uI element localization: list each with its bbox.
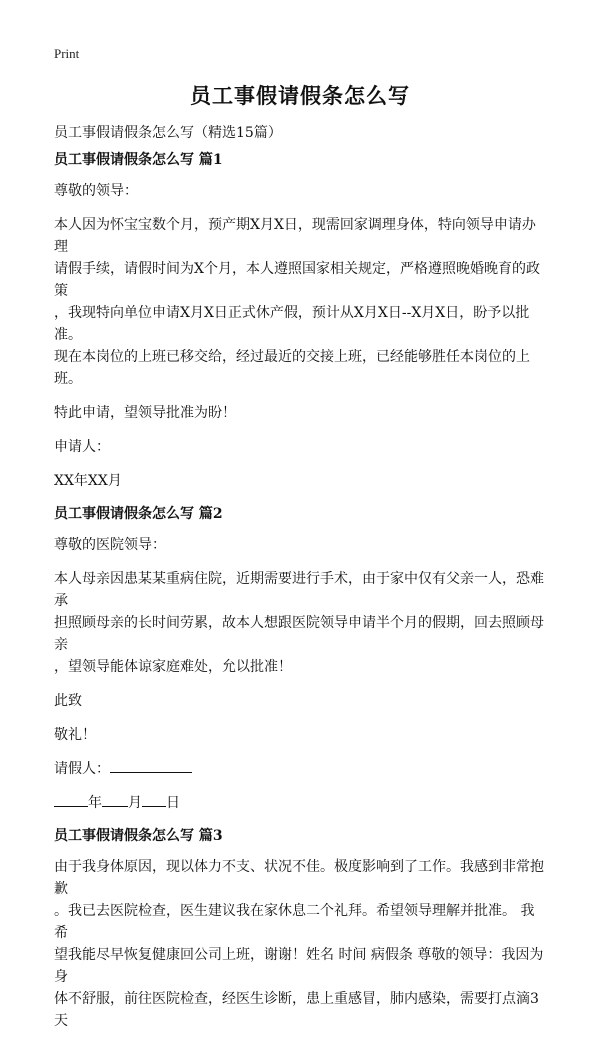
section-1-line-1: 本人因为怀宝宝数个月，预产期X月X日，现需回家调理身体，特向领导申请办理 [54,217,536,255]
print-link[interactable]: Print [54,46,80,61]
document-content [54,150,548,1044]
date-year-label: 年 [88,795,102,811]
section-2-line-2: 担照顾母亲的长时间劳累，故本人想跟医院领导申请半个月的假期，回去照顾母亲 [54,615,544,653]
section-1-body [54,214,548,390]
section-1-closing: 特此申请，望领导批准为盼！ [54,405,236,421]
section-2-heading: 员工事假请假条怎么写 篇2 [54,506,223,522]
section-3-body [54,856,548,1032]
section-3-line-3: 望我能尽早恢复健康回公司上班，谢谢！姓名 时间 病假条 尊敬的领导：我因为身 [54,947,544,985]
date-day-label: 日 [166,795,180,811]
document-title: 员工事假请假条怎么写 [190,83,410,108]
section-2-date-line [54,792,548,814]
section-3-line-2: 。我已去医院检查，医生建议我在家休息二个礼拜。希望领导理解并批准。 我希 [54,903,535,941]
section-1-line-3: ，我现特向单位申请X月X日正式休产假，预计从X月X日--X月X日，盼予以批准。 [54,305,530,343]
section-2-line-1: 本人母亲因患某某重病住院，近期需要进行手术，由于家中仅有父亲一人，恐难承 [54,571,544,609]
date-month-label: 月 [128,795,142,811]
section-2-greeting: 尊敬的医院领导： [54,537,166,553]
year-blank [54,792,88,807]
section-3-heading: 员工事假请假条怎么写 篇3 [54,828,223,844]
day-blank [142,792,166,807]
month-blank [102,792,128,807]
section-2-line-3: ，望领导能体谅家庭难处，允以批准！ [54,659,292,675]
section-3-line-1: 由于我身体原因，现以体力不支、状况不佳。极度影响到了工作。我感到非常抱歉 [54,859,544,897]
section-1-applicant: 申请人： [54,439,110,455]
section-1-date: XX年XX月 [54,473,122,489]
section-3-line-4: 体不舒服，前往医院检查，经医生诊断，患上重感冒，肺内感染，需要打点滴3天 [54,991,539,1029]
section-1-line-4: 现在本岗位的上班已移交给，经过最近的交接上班，已经能够胜任本岗位的上班。 [54,349,530,387]
section-1-heading: 员工事假请假条怎么写 篇1 [54,152,223,168]
section-2-leave-person [54,758,548,780]
section-2-salute-2: 敬礼！ [54,727,96,743]
document-subtitle: 员工事假请假条怎么写（精选15篇） [54,125,282,141]
section-2-salute-1: 此致 [54,693,82,709]
section-2-body [54,568,548,678]
section-1-line-2: 请假手续，请假时间为X个月，本人遵照国家相关规定，严格遵照晚婚晚育的政策 [54,261,540,299]
section-1-greeting: 尊敬的领导： [54,183,138,199]
leave-person-blank [110,758,192,773]
leave-person-label: 请假人： [54,761,110,777]
